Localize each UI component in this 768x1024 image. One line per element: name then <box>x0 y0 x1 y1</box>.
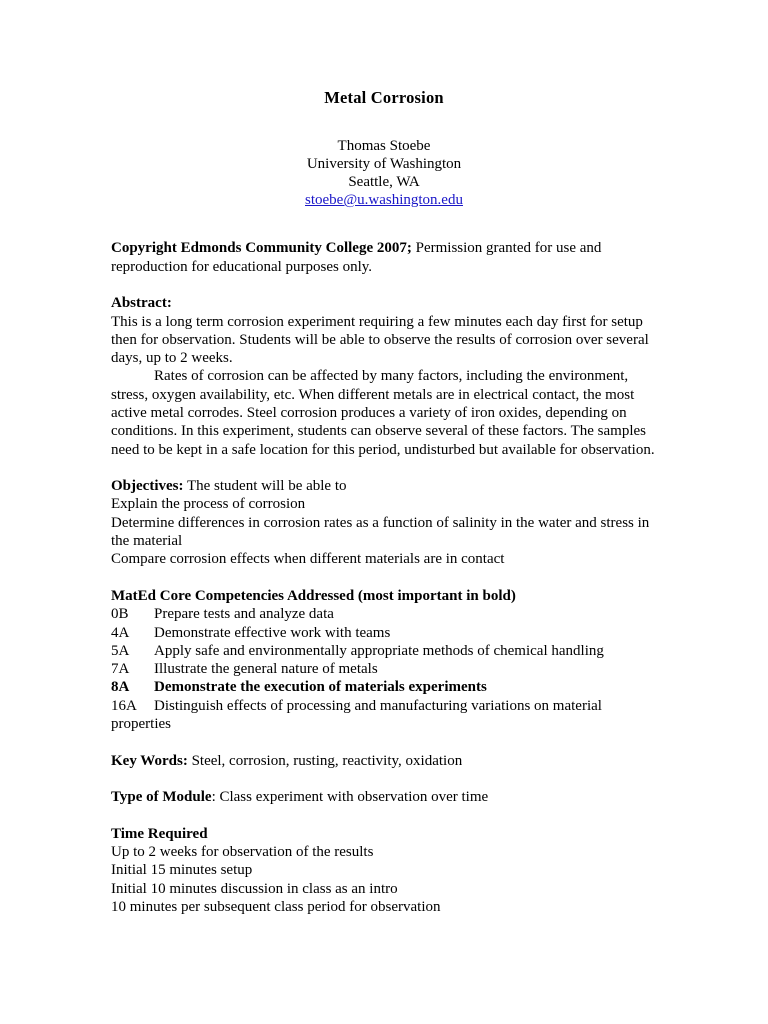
competency-description: Distinguish effects of processing and manufacturing variations on material properties <box>111 697 602 733</box>
key-words-heading: Key Words: <box>111 752 188 769</box>
competencies-heading <box>111 587 657 605</box>
competency-row <box>111 660 657 678</box>
objectives-lead-text: The student will be able to <box>183 478 347 495</box>
competencies-list <box>111 605 657 733</box>
competency-row <box>111 624 657 642</box>
abstract-heading-text: Abstract: <box>111 295 172 312</box>
competency-description: Apply safe and environmentally appropriate methods of chemical handling <box>154 642 604 659</box>
competency-row-highlighted <box>111 678 657 696</box>
competency-code: 7A <box>111 661 130 678</box>
competency-description: Illustrate the general nature of metals <box>154 661 378 678</box>
key-words-line <box>111 752 657 770</box>
time-required-item: Initial 10 minutes discussion in class as an intro <box>111 880 398 897</box>
competency-row <box>111 697 657 734</box>
competency-description: Prepare tests and analyze data <box>154 606 334 623</box>
objective-item: Determine differences in corrosion rates as a function of salinity in the water and stress in the material <box>111 514 650 550</box>
copyright-paragraph <box>111 239 657 276</box>
competency-code: 0B <box>111 606 129 623</box>
page-title: Metal Corrosion <box>324 88 444 107</box>
time-required-item: Up to 2 weeks for observation of the results <box>111 844 374 861</box>
copyright-bold-prefix: Copyright Edmonds Community College 2007; <box>111 240 412 257</box>
author-name: Thomas Stoebe <box>337 137 431 154</box>
type-of-module-value: : Class experiment with observation over time <box>211 789 489 806</box>
copyright-rest: Permission granted for use and reproduction for educational purposes only. <box>111 240 602 275</box>
time-required-heading <box>111 825 657 843</box>
competency-code: 5A <box>111 642 130 659</box>
objectives-heading-text: Objectives: <box>111 478 184 495</box>
type-of-module-heading: Type of Module <box>111 789 212 806</box>
competency-description: Demonstrate effective work with teams <box>154 624 391 641</box>
competency-description: Demonstrate the execution of materials experiments <box>154 679 487 696</box>
author-email-link[interactable]: stoebe@u.washington.edu <box>305 192 463 209</box>
competency-row <box>111 605 657 623</box>
objective-item: Compare corrosion effects when different materials are in contact <box>111 551 505 568</box>
time-required-heading-text: Time Required <box>111 825 208 842</box>
key-words-value: Steel, corrosion, rusting, reactivity, oxidation <box>187 752 463 769</box>
abstract-heading <box>111 294 657 312</box>
abstract-paragraph-2: Rates of corrosion can be affected by many factors, including the environment, stress, oxygen availability, etc. When different metals are in electrical contact, the most active metal corrodes. Steel corrosion produces a variety of iron oxides, depending on conditions. In this experiment, students can observe several of these factors. The samples need to be kept in a safe location for this period, undisturbed but available for observation. <box>111 368 655 458</box>
objectives-heading <box>111 477 657 495</box>
competency-row <box>111 642 657 660</box>
time-required-item: Initial 15 minutes setup <box>111 862 253 879</box>
competency-code: 16A <box>111 697 137 714</box>
competency-code: 4A <box>111 624 130 641</box>
abstract-paragraph-1: This is a long term corrosion experiment requiring a few minutes each day first for setup then for observation. Students will be able to observe the results of corrosion over several days, up to 2 weeks. <box>111 313 649 367</box>
competencies-heading-text: MatEd Core Competencies Addressed (most important in bold) <box>111 587 516 604</box>
type-of-module-line <box>111 788 657 806</box>
time-required-item: 10 minutes per subsequent class period for observation <box>111 899 441 915</box>
institution-name: University of Washington <box>306 155 462 172</box>
document-body <box>111 0 657 916</box>
objective-item: Explain the process of corrosion <box>111 496 306 513</box>
byline-block <box>111 107 657 210</box>
competency-code: 8A <box>111 679 130 696</box>
location-text: Seattle, WA <box>348 173 420 190</box>
